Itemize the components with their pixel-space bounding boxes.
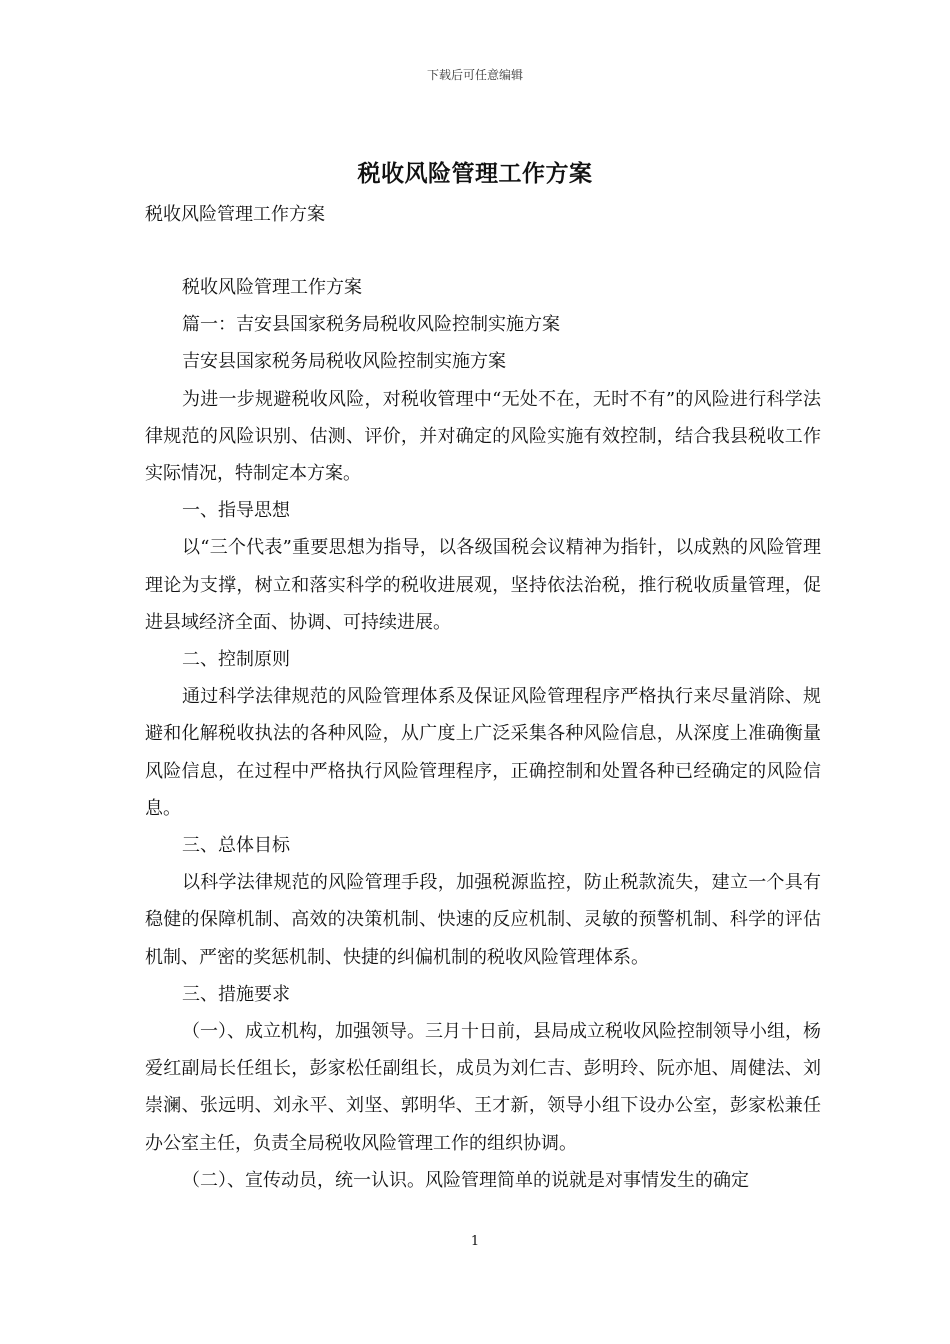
paragraph: 通过科学法律规范的风险管理体系及保证风险管理程序严格执行来尽量消除、规避和化解税收执法的各种风险，从广度上广泛采集各种风险信息，从深度上准确衡量风险信息，在过程中严格执行风险管理程序，正确控制和处置各种已经确定的风险信息。 xyxy=(145,686,821,819)
paragraph: 税收风险管理工作方案 xyxy=(182,277,362,298)
paragraph: （二）、宣传动员，统一认识。风险管理简单的说就是对事情发生的确定 xyxy=(182,1169,749,1191)
paragraph: 吉安县国家税务局税收风险控制实施方案 xyxy=(182,351,506,373)
section-heading: 三、措施要求 xyxy=(182,983,290,1005)
section-heading: 三、总体目标 xyxy=(182,835,290,857)
paragraph: 篇一：吉安县国家税务局税收风险控制实施方案 xyxy=(182,314,560,336)
paragraph: （一）、成立机构，加强领导。三月十日前，县局成立税收风险控制领导小组，杨爱红副局长任组长，彭家松任副组长，成员为刘仁吉、彭明玲、阮亦旭、周健法、刘崇澜、张远明、刘永平、刘坚、郭明华、王才新，领导小组下设办公室，彭家松兼任办公室主任，负责全局税收风险管理工作的组织协调。 xyxy=(145,1021,821,1154)
header-note: 下载后可任意编辑 xyxy=(426,68,523,82)
document-body xyxy=(145,269,821,1199)
section-heading: 一、指导思想 xyxy=(182,500,290,522)
document-title: 税收风险管理工作方案 xyxy=(357,160,593,187)
paragraph: 以科学法律规范的风险管理手段，加强税源监控，防止税款流失，建立一个具有稳健的保障机制、高效的决策机制、快速的反应机制、灵敏的预警机制、科学的评估机制、严密的奖惩机制、快捷的纠偏机制的税收风险管理体系。 xyxy=(145,872,821,968)
paragraph: 以“三个代表”重要思想为指导，以各级国税会议精神为指针，以成熟的风险管理理论为支撑，树立和落实科学的税收进展观，坚持依法治税，推行税收质量管理，促进县域经济全面、协调、可持续进展。 xyxy=(145,537,821,633)
page-number: 1 xyxy=(470,1234,480,1249)
section-heading: 二、控制原则 xyxy=(182,649,290,671)
paragraph: 为进一步规避税收风险，对税收管理中“无处不在，无时不有”的风险进行科学法律规范的风险识别、估测、评价，并对确定的风险实施有效控制，结合我县税收工作实际情况，特制定本方案。 xyxy=(145,388,821,485)
document-subtitle: 税收风险管理工作方案 xyxy=(145,204,325,225)
